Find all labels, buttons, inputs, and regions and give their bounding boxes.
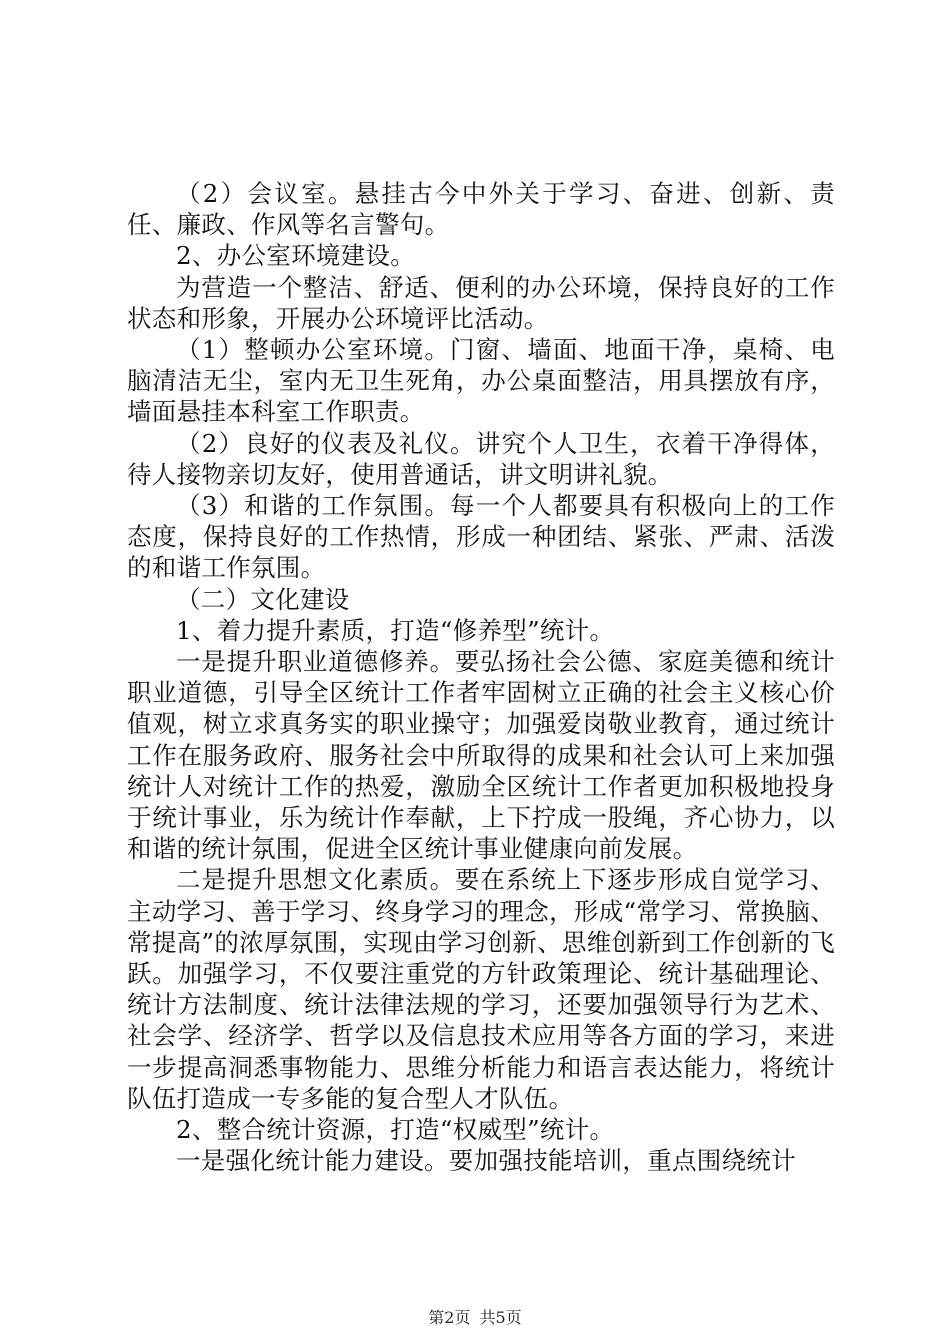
document-body	[127, 178, 835, 1177]
page-footer	[0, 1305, 950, 1328]
paragraph-meeting-room: （2）会议室。悬挂古今中外关于学习、奋进、创新、责任、廉政、作风等名言警句。	[127, 179, 835, 240]
paragraph-office-environment-intro: 为营造一个整洁、舒适、便利的办公环境，保持良好的工作状态和形象，开展办公环境评比活动。	[127, 272, 835, 333]
paragraph-appearance-etiquette: （2）良好的仪表及礼仪。讲究个人卫生，衣着干净得体，待人接物亲切友好，使用普通话，讲文明讲礼貌。	[127, 428, 835, 489]
page-number: 第2页	[428, 1308, 471, 1327]
heading-culture-construction: （二）文化建设	[176, 584, 350, 614]
paragraph-professional-ethics: 一是提升职业道德修养。要弘扬社会公德、家庭美德和统计职业道德，引导全区统计工作者牢固树立正确的社会主义核心价值观，树立求真务实的职业操守；加强爱岗敬业教育，通过统计工作在服务政府、服务社会中所取得的成果和社会认可上来加强统计人对统计工作的热爱，激励全区统计工作者更加积极地投身于统计事业，乐为统计作奉献，上下拧成一股绳，齐心协力，以和谐的统计氛围，促进全区统计事业健康向前发展。	[127, 647, 835, 864]
paragraph-ideological-culture: 二是提升思想文化素质。要在系统上下逐步形成自觉学习、主动学习、善于学习、终身学习的理念，形成“常学习、常换脑、常提高”的浓厚氛围，实现由学习创新、思维创新到工作创新的飞跃。加强学习，不仅要注重党的方针政策理论、统计基础理论、统计方法制度、统计法律法规的学习，还要加强领导行为艺术、社会学、经济学、哲学以及信息技术应用等各方面的学习，来进一步提高洞悉事物能力、思维分析能力和语言表达能力，将统计队伍打造成一专多能的复合型人才队伍。	[127, 865, 835, 1113]
paragraph-tidy-office: （1）整顿办公室环境。门窗、墙面、地面干净，桌椅、电脑清洁无尘，室内无卫生死角，办公桌面整洁，用具摆放有序，墙面悬挂本科室工作职责。	[127, 335, 835, 427]
heading-integrate-resources: 2、整合统计资源，打造“权威型”统计。	[176, 1115, 615, 1145]
heading-improve-quality: 1、着力提升素质，打造“修养型”统计。	[176, 615, 615, 645]
page-total: 共5页	[479, 1308, 522, 1327]
paragraph-harmonious-atmosphere: （3）和谐的工作氛围。每一个人都要具有积极向上的工作态度，保持良好的工作热情，形成一种团结、紧张、严肃、活泼的和谐工作氛围。	[127, 491, 835, 583]
heading-office-environment: 2、办公室环境建设。	[176, 241, 416, 271]
paragraph-statistical-capacity: 一是强化统计能力建设。要加强技能培训，重点围绕统计	[176, 1146, 796, 1176]
